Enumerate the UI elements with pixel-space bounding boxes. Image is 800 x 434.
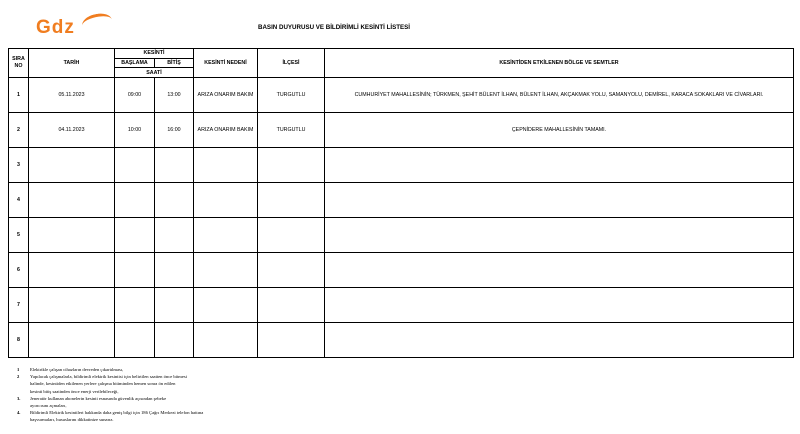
cell-bolge: ÇEPNİDERE MAHALLESİNİN TAMAMI. [325, 113, 794, 148]
cell-bitis [155, 288, 194, 323]
cell-bolge [325, 288, 794, 323]
cell-ilce [258, 218, 325, 253]
cell-baslama: 10:00 [115, 113, 155, 148]
col-bitis-header: BİTİŞ [155, 58, 194, 68]
cell-sira: 6 [9, 253, 29, 288]
col-baslama-header: BAŞLAMA [115, 58, 155, 68]
cell-tarih: 04.11.2023 [29, 113, 115, 148]
footnote-text: Jeneratör kullanan abonelerin kesinti esnasında güvenlik açısından şebeke [30, 395, 167, 401]
col-neden-header: KESİNTİ NEDENİ [194, 49, 258, 78]
footnote-number: 1 [17, 367, 20, 372]
cell-ilce [258, 148, 325, 183]
table-row [9, 148, 794, 183]
cell-baslama: 09:00 [115, 78, 155, 113]
table-row [9, 183, 794, 218]
cell-bitis: 16:00 [155, 113, 194, 148]
footnote-3-line-2: ayırıcısını açmaları, [30, 403, 67, 409]
cell-bolge: CUMHURİYET MAHALLESİNİN; TÜRKMEN, ŞEHİT BÜLENT İLHAN, BÜLENT İLHAN, AKÇAKMAK YOLU, SAMANYOLU, DEMİREL, KARACA SOKAKLARI VE CİVARLARI. [325, 78, 794, 113]
cell-bitis [155, 148, 194, 183]
footnote-text: Bildirimli Elektrik kesintileri hakkında daha geniş bilgi için 186 Çağrı Merkezi telefon hattına [30, 410, 204, 416]
footnote-text: Elektrikle çalışan cihazların devreden çıkartılması, [30, 367, 124, 372]
cell-ilce: TURGUTLU [258, 113, 325, 148]
col-kesinti-header: KESİNTİ [115, 49, 194, 59]
footnotes [17, 366, 203, 424]
cell-tarih [29, 323, 115, 358]
header-row-1 [9, 49, 794, 59]
table-row [9, 218, 794, 253]
cell-bitis [155, 323, 194, 358]
footnote-2-line-2: halinde, kesintiden etkilenen yerlere çalışma bitiminden hemen sonra ön edilen [30, 381, 176, 387]
col-tarih-header: TARİH [29, 49, 115, 78]
col-saati-header: SAATİ [115, 68, 194, 78]
cell-neden: ARIZA ONARIM BAKIM [194, 78, 258, 113]
cell-baslama [115, 288, 155, 323]
footnote-4 [17, 409, 203, 416]
footnote-number: 3. [17, 395, 21, 401]
footnote-3 [17, 395, 203, 402]
cell-sira: 5 [9, 218, 29, 253]
cell-bolge [325, 183, 794, 218]
cell-ilce [258, 288, 325, 323]
table-row [9, 78, 794, 113]
cell-tarih [29, 218, 115, 253]
cell-neden [194, 218, 258, 253]
cell-tarih [29, 288, 115, 323]
footnote-2 [17, 373, 203, 380]
cell-sira: 4 [9, 183, 29, 218]
cell-bitis [155, 218, 194, 253]
cell-ilce: TURGUTLU [258, 78, 325, 113]
cell-ilce [258, 183, 325, 218]
footnote-text: Yapılacak çalışmalarla, bildirimli elektrik kesintisi için belirtilen saatten önce bitmesi [30, 374, 187, 380]
cell-tarih: 05.11.2023 [29, 78, 115, 113]
footnote-number: 2 [17, 374, 20, 380]
table-row [9, 288, 794, 323]
footnote-1 [17, 366, 203, 373]
outage-table [8, 48, 794, 358]
page-title: BASIN DUYURUSU VE BİLDİRİMLİ KESİNTİ LİSTESİ [258, 24, 410, 31]
cell-tarih [29, 253, 115, 288]
cell-sira: 8 [9, 323, 29, 358]
logo-swoosh-icon [81, 11, 114, 34]
cell-baslama [115, 218, 155, 253]
cell-bitis: 13:00 [155, 78, 194, 113]
cell-baslama [115, 323, 155, 358]
logo-text: Gdz [36, 17, 75, 38]
table-row [9, 113, 794, 148]
col-ilce-header: İLÇESİ [258, 49, 325, 78]
table-row [9, 323, 794, 358]
cell-sira: 7 [9, 288, 29, 323]
cell-neden [194, 148, 258, 183]
logo-area [8, 8, 144, 48]
col-sira-header: SIRA NO [9, 49, 29, 78]
cell-bolge [325, 218, 794, 253]
cell-neden [194, 253, 258, 288]
cell-bolge [325, 253, 794, 288]
footnote-4-line-2: başvurmaları, hususlarını dikkatinize sunarız. [30, 417, 114, 423]
cell-neden [194, 323, 258, 358]
col-bolge-header: KESİNTİDEN ETKİLENEN BÖLGE VE SEMTLER [325, 49, 794, 78]
cell-neden [194, 288, 258, 323]
cell-bitis [155, 253, 194, 288]
cell-ilce [258, 323, 325, 358]
table-row [9, 253, 794, 288]
cell-baslama [115, 183, 155, 218]
footnote-number: 4. [17, 410, 21, 416]
cell-bolge [325, 323, 794, 358]
cell-baslama [115, 148, 155, 183]
cell-neden: ARIZA ONARIM BAKIM [194, 113, 258, 148]
footnote-2-line-3: kesinti bitiş saatinden önce enerji verilebileceği, [30, 388, 119, 394]
gdz-logo [36, 17, 75, 39]
cell-sira: 1 [9, 78, 29, 113]
cell-bitis [155, 183, 194, 218]
cell-baslama [115, 253, 155, 288]
cell-tarih [29, 148, 115, 183]
cell-ilce [258, 253, 325, 288]
cell-neden [194, 183, 258, 218]
cell-sira: 2 [9, 113, 29, 148]
cell-bolge [325, 148, 794, 183]
cell-sira: 3 [9, 148, 29, 183]
cell-tarih [29, 183, 115, 218]
